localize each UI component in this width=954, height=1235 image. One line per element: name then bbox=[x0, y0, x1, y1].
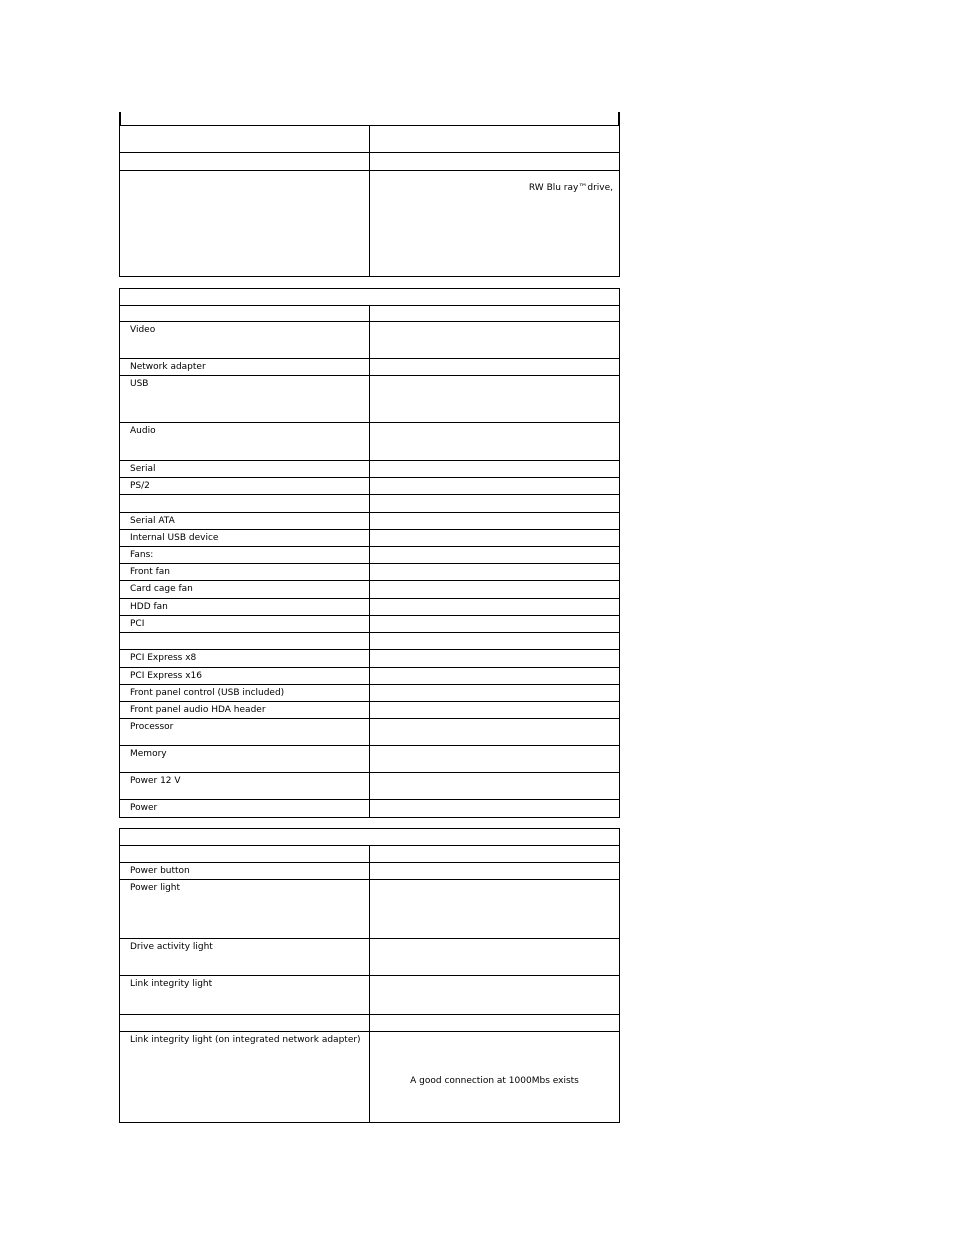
table-top-left-edge bbox=[119, 112, 121, 126]
row-label: Power bbox=[130, 803, 158, 813]
table-row bbox=[119, 494, 620, 513]
table-row bbox=[119, 460, 620, 478]
drives-table bbox=[119, 112, 620, 277]
table-row bbox=[119, 546, 620, 564]
table-row bbox=[119, 422, 620, 461]
connectors-table bbox=[119, 288, 620, 818]
optical-drive-note: RW Blu ray™drive, bbox=[528, 183, 613, 193]
row-label: PS/2 bbox=[130, 481, 150, 491]
row-label: Link integrity light bbox=[130, 979, 213, 989]
table-row bbox=[119, 799, 620, 818]
table-row bbox=[119, 358, 620, 376]
table-row bbox=[119, 862, 620, 880]
table-row bbox=[119, 375, 620, 423]
row-label: Serial ATA bbox=[130, 516, 175, 526]
table-row bbox=[119, 718, 620, 746]
table-row bbox=[119, 684, 620, 702]
table-row bbox=[119, 529, 620, 547]
table-row bbox=[119, 938, 620, 976]
row-label: USB bbox=[130, 379, 149, 389]
table-top-right-edge bbox=[618, 112, 620, 126]
row-label: Front fan bbox=[130, 567, 171, 577]
row-label: Power 12 V bbox=[130, 776, 181, 786]
table-row bbox=[119, 615, 620, 633]
table-header-row bbox=[119, 288, 620, 306]
table-row bbox=[119, 879, 620, 939]
table-row bbox=[119, 649, 620, 668]
row-label: Card cage fan bbox=[130, 584, 193, 594]
table-header-row bbox=[119, 828, 620, 846]
row-label: Serial bbox=[130, 464, 156, 474]
table-row bbox=[119, 477, 620, 495]
controls-lights-table bbox=[119, 828, 620, 1123]
row-label: Power button bbox=[130, 866, 190, 876]
row-label: Link integrity light (on integrated network adapter) bbox=[130, 1035, 361, 1045]
row-label: PCI bbox=[130, 619, 145, 629]
table-row bbox=[119, 1031, 620, 1123]
row-label: Video bbox=[130, 325, 156, 335]
table-row bbox=[119, 321, 620, 359]
table-row bbox=[119, 125, 620, 153]
table-row bbox=[119, 563, 620, 581]
table-row bbox=[119, 512, 620, 530]
row-label: Audio bbox=[130, 426, 156, 436]
row-label: Front panel control (USB included) bbox=[130, 688, 285, 698]
row-label: Processor bbox=[130, 722, 174, 732]
table-row bbox=[119, 1014, 620, 1032]
row-label: PCI Express x8 bbox=[130, 653, 197, 663]
table-row bbox=[119, 632, 620, 650]
table-row bbox=[119, 305, 620, 322]
row-label: Memory bbox=[130, 749, 167, 759]
table-row bbox=[119, 580, 620, 599]
table-row bbox=[119, 745, 620, 773]
table-row bbox=[119, 170, 620, 277]
row-label: PCI Express x16 bbox=[130, 671, 203, 681]
row-label: Internal USB device bbox=[130, 533, 219, 543]
row-label: Fans: bbox=[130, 550, 154, 560]
row-label: HDD fan bbox=[130, 602, 168, 612]
table-row bbox=[119, 667, 620, 685]
table-row bbox=[119, 152, 620, 171]
row-label: Front panel audio HDA header bbox=[130, 705, 266, 715]
table-row bbox=[119, 598, 620, 616]
table-row bbox=[119, 975, 620, 1015]
row-label: Network adapter bbox=[130, 362, 206, 372]
table-row bbox=[119, 845, 620, 863]
link-speed-note: A good connection at 1000Mbs exists bbox=[410, 1076, 579, 1086]
table-row bbox=[119, 772, 620, 800]
row-label: Drive activity light bbox=[130, 942, 213, 952]
table-row bbox=[119, 701, 620, 719]
row-label: Power light bbox=[130, 883, 181, 893]
